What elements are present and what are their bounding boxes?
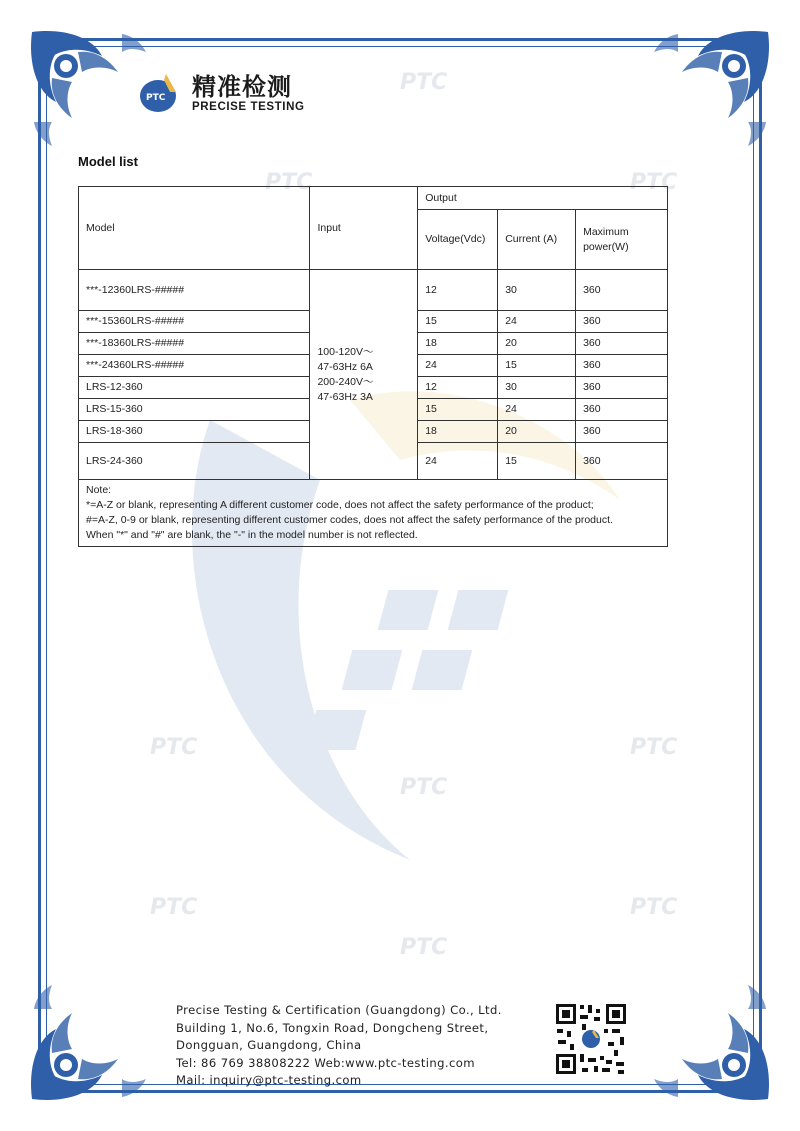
company-name-cn: 精准检测: [192, 73, 292, 101]
cell-voltage: 24: [418, 355, 498, 377]
cell-current: 20: [498, 333, 576, 355]
footer-company: Precise Testing & Certification (Guangdong) Co., Ltd.: [176, 1003, 502, 1017]
qr-code: [554, 1002, 628, 1076]
cell-model: ***-18360LRS-#####: [79, 333, 310, 355]
cell-current: 24: [498, 399, 576, 421]
note-cell: [79, 480, 668, 547]
header-model: Model: [79, 187, 310, 270]
corner-ornament: [22, 22, 152, 152]
cell-voltage: 15: [418, 399, 498, 421]
corner-ornament: [648, 22, 778, 152]
footer-mail: Mail: inquiry@ptc-testing.com: [176, 1073, 362, 1087]
corner-ornament: [22, 979, 152, 1109]
cell-voltage: 15: [418, 311, 498, 333]
cell-voltage: 12: [418, 270, 498, 311]
cell-voltage: 24: [418, 443, 498, 480]
cell-current: 15: [498, 443, 576, 480]
cell-model: LRS-15-360: [79, 399, 310, 421]
cell-power: 360: [576, 399, 668, 421]
corner-ornament: [648, 979, 778, 1109]
input-line: 47-63Hz 6A: [317, 360, 373, 373]
cell-model: LRS-12-360: [79, 377, 310, 399]
cell-model: ***-24360LRS-#####: [79, 355, 310, 377]
header-input: Input: [310, 187, 418, 270]
company-logo: [136, 70, 305, 116]
watermark-text: PTC: [630, 170, 678, 195]
cell-power: 360: [576, 355, 668, 377]
watermark-text: PTC: [400, 775, 448, 800]
note-line: *=A-Z or blank, representing A different customer code, does not affect the safety performance of the product;: [86, 499, 594, 511]
watermark-text: PTC: [150, 735, 198, 760]
company-name-en: PRECISE TESTING: [192, 101, 305, 113]
cell-model: LRS-24-360: [79, 443, 310, 480]
cell-voltage: 18: [418, 333, 498, 355]
header-max-power: Maximum power(W): [576, 210, 668, 270]
note-line: Note:: [86, 484, 112, 496]
watermark-text: PTC: [150, 895, 198, 920]
header-voltage: Voltage(Vdc): [418, 210, 498, 270]
cell-current: 15: [498, 355, 576, 377]
cell-voltage: 12: [418, 377, 498, 399]
note-line: #=A-Z, 0-9 or blank, representing different customer codes, does not affect the safety performance of the product.: [86, 514, 613, 526]
input-line: 47-63Hz 3A: [317, 390, 373, 403]
cell-current: 30: [498, 377, 576, 399]
cell-power: 360: [576, 333, 668, 355]
watermark-text: PTC: [400, 70, 448, 95]
footer-contact: [176, 1002, 502, 1090]
cell-power: 360: [576, 377, 668, 399]
cell-model: LRS-18-360: [79, 421, 310, 443]
cell-input: [310, 270, 418, 480]
cell-voltage: 18: [418, 421, 498, 443]
input-line: 100-120V～: [317, 345, 374, 358]
footer-address-1: Building 1, No.6, Tongxin Road, Dongcheng Street,: [176, 1020, 489, 1035]
footer-tel-web: Tel: 86 769 38808222 Web:www.ptc-testing.com: [176, 1055, 475, 1070]
watermark-text: PTC: [630, 735, 678, 760]
header-current: Current (A): [498, 210, 576, 270]
cell-model: ***-15360LRS-#####: [79, 311, 310, 333]
input-line: 200-240V～: [317, 375, 374, 388]
cell-power: 360: [576, 311, 668, 333]
watermark-text: PTC: [630, 895, 678, 920]
header-output: Output: [418, 187, 668, 210]
logo-mark-text: PTC: [146, 93, 166, 103]
cell-current: 30: [498, 270, 576, 311]
cell-power: 360: [576, 421, 668, 443]
section-title: Model list: [78, 154, 138, 169]
note-line: When "*" and "#" are blank, the "-" in the model number is not reflected.: [86, 529, 418, 541]
table-row: [79, 270, 668, 311]
cell-current: 24: [498, 311, 576, 333]
footer-address-2: Dongguan, Guangdong, China: [176, 1038, 362, 1052]
cell-power: 360: [576, 270, 668, 311]
model-list-table: [78, 186, 668, 547]
cell-model: ***-12360LRS-#####: [79, 270, 310, 311]
table-header-row: [79, 187, 668, 210]
note-row: [79, 480, 668, 547]
cell-current: 20: [498, 421, 576, 443]
watermark-text: PTC: [400, 935, 448, 960]
cell-power: 360: [576, 443, 668, 480]
ptc-logo-icon: [136, 70, 188, 116]
watermark-text: PTC: [265, 170, 313, 195]
